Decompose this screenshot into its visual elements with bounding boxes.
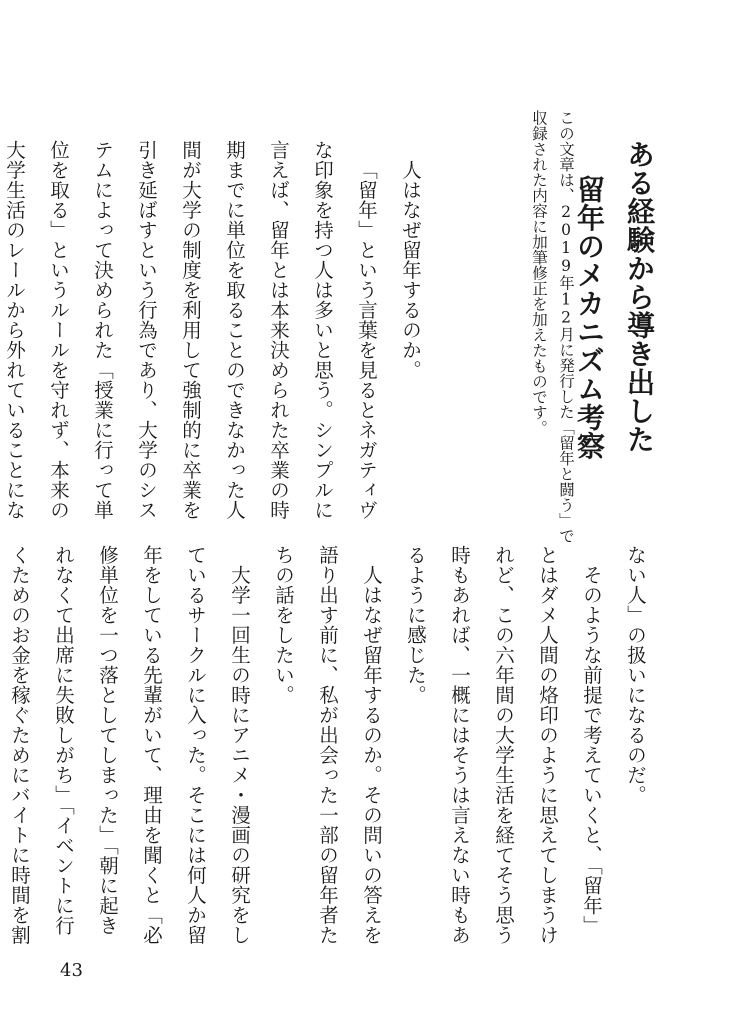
chapter-title-line1: ある経験から導き出した [623,140,656,454]
chapter-title-line2: 留年のメカニズム考察 [573,175,606,460]
upper-body-text [0,140,432,520]
source-note: この文章は、2019年12月に発行した「留年と闘う」で収録された内容に加筆修正を加えたものです。 [530,110,575,544]
paragraph: 「留年」という言葉を見るとネガティヴな印象を持つ人は多いと思う。シンプルに言えば、留年とは本来決められた卒業の時期までに単位を取ることのできなかった人間が大学の制度を利用して強制的に卒業を引き延ばすという行為であり、大学のシステムによって決められた「授業に行って単位を取る」というルールを守れず、本来の大学生活のレールから外れていることにな [3,140,378,520]
lower-body-text [0,545,657,950]
paragraph: ない人」の扱いになるのだ。 [624,545,647,805]
paragraph: 人はなぜ留年するのか。その問いの答えを語り出す前に、私が出会った一部の留年者たちの話をしたい。 [272,545,383,945]
page-number: 43 [60,960,83,981]
paragraph: 大学一回生の時にアニメ・漫画の研究をしているサークルに入った。そこには何人か留年をしている先輩がいて、理由を聞くと「必修単位を一つ落としてしまった」「朝に起きれなくて出席に失敗しがち」「イベントに行くためのお金を稼ぐためにバイトに時間を割 [8,545,251,945]
paragraph: そのような前提で考えていくと、「留年」とはダメ人間の烙印のように思えてしまうけれど、この六年間の大学生活を経てそう思う時もあれば、一概にはそうは言えない時もあるように感じた。 [404,545,603,945]
paragraph: 人はなぜ留年するのか。 [399,159,422,380]
